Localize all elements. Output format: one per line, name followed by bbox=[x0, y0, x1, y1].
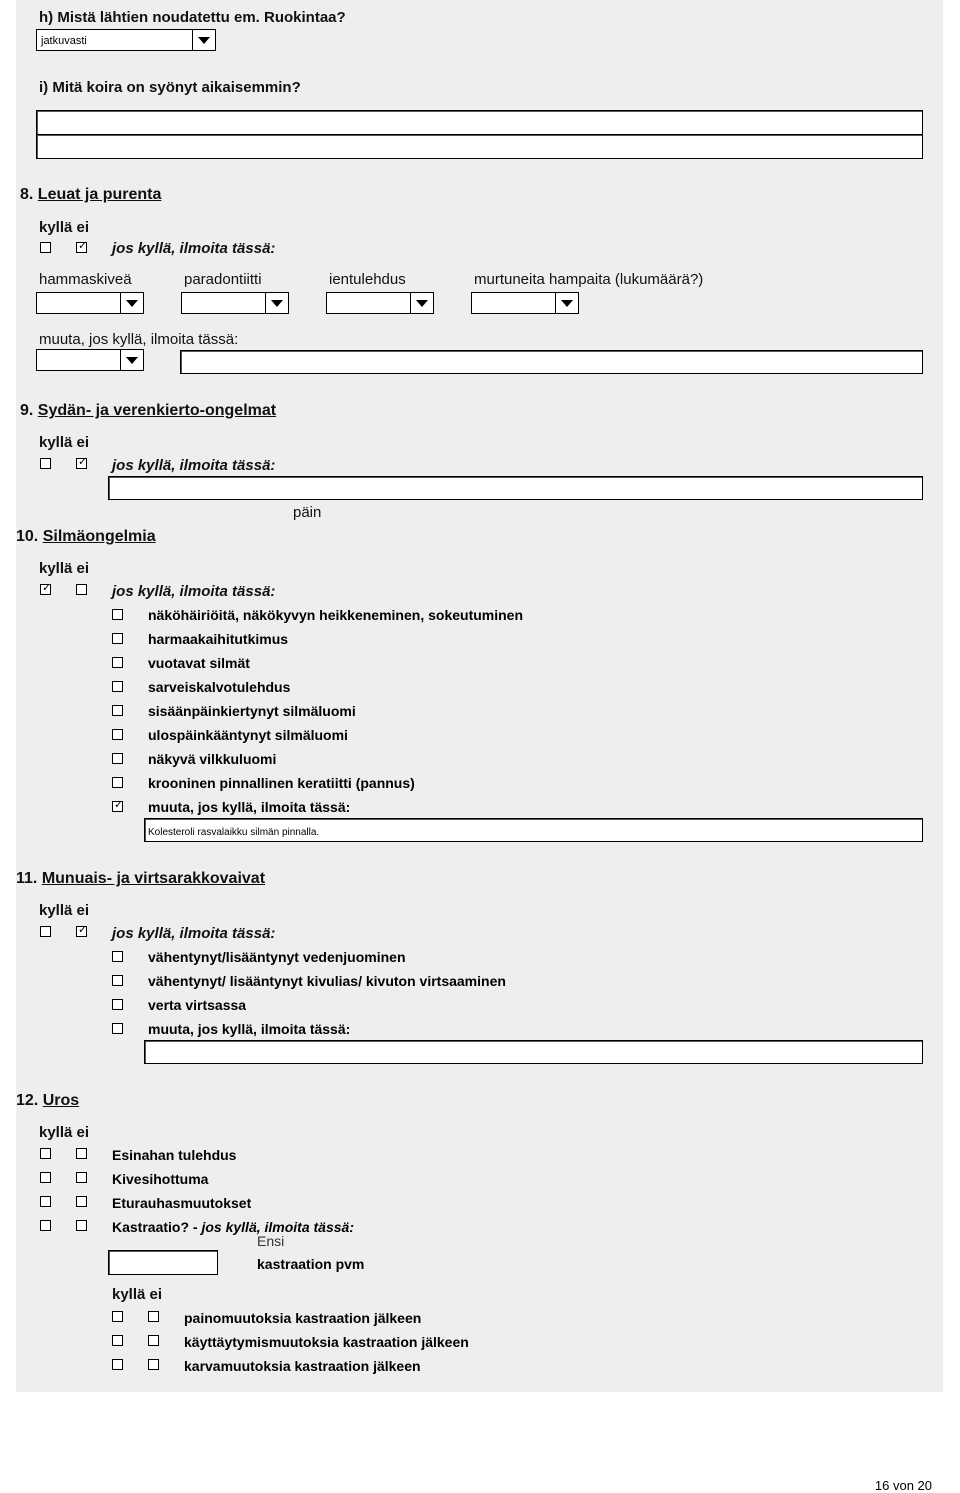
section-8-heading bbox=[20, 186, 161, 204]
s12-castration-question: Kastraatio? - bbox=[112, 1219, 198, 1235]
s12-yes-no-label: kyllä ei bbox=[39, 1124, 90, 1141]
s11-other-label: muuta, jos kyllä, ilmoita tässä: bbox=[148, 1021, 351, 1037]
chevron-down-icon bbox=[265, 293, 288, 313]
s11-no-checkbox[interactable] bbox=[76, 926, 87, 937]
s12-sub-item-label: karvamuutoksia kastraation jälkeen bbox=[184, 1358, 421, 1374]
s12-no-checkbox[interactable] bbox=[76, 1172, 87, 1183]
s12-stray-text: Ensi bbox=[257, 1233, 285, 1249]
s8-broken-teeth-select[interactable] bbox=[471, 292, 579, 314]
s12-sub-item-label: painomuutoksia kastraation jälkeen bbox=[184, 1310, 422, 1326]
s8-col-tartar: hammaskiveä bbox=[39, 271, 132, 288]
s10-item-checkbox[interactable] bbox=[112, 705, 123, 716]
section-10-title: Silmäongelmia bbox=[42, 528, 156, 545]
s11-other-field[interactable] bbox=[144, 1040, 923, 1064]
s10-other-label: muuta, jos kyllä, ilmoita tässä: bbox=[148, 799, 351, 815]
s8-periodontitis-select[interactable] bbox=[181, 292, 289, 314]
s10-yes-checkbox[interactable] bbox=[40, 584, 51, 595]
s10-other-field[interactable] bbox=[144, 818, 923, 842]
s11-item-label: vähentynyt/ lisääntynyt kivulias/ kivuton virtsaaminen bbox=[148, 973, 506, 989]
s12-sub-no-checkbox[interactable] bbox=[148, 1359, 159, 1370]
s10-item-label: näköhäiriöitä, näkökyvyn heikkeneminen, sokeutuminen bbox=[148, 607, 524, 623]
s11-item-checkbox[interactable] bbox=[112, 999, 123, 1010]
s12-item-label: Eturauhasmuutokset bbox=[112, 1195, 252, 1211]
s12-sub-no-checkbox[interactable] bbox=[148, 1335, 159, 1346]
s11-item-checkbox[interactable] bbox=[112, 975, 123, 986]
s8-yes-checkbox[interactable] bbox=[40, 242, 51, 253]
s10-other-checkbox[interactable] bbox=[112, 801, 123, 812]
s12-sub-no-checkbox[interactable] bbox=[148, 1311, 159, 1322]
s10-item-label: ulospäinkääntynyt silmäluomi bbox=[148, 727, 348, 743]
s8-if-yes-label: jos kyllä, ilmoita tässä: bbox=[112, 240, 276, 257]
section-10-heading bbox=[16, 528, 156, 546]
s11-yes-no-label: kyllä ei bbox=[39, 902, 90, 919]
s10-item-checkbox[interactable] bbox=[112, 609, 123, 620]
s10-item-label: krooninen pinnallinen keratiitti (pannus) bbox=[148, 775, 415, 791]
s10-item-checkbox[interactable] bbox=[112, 777, 123, 788]
section-11-title: Munuais- ja virtsarakkovaivat bbox=[41, 870, 266, 887]
section-9-title: Sydän- ja verenkierto-ongelmat bbox=[37, 402, 277, 419]
s8-tartar-select[interactable] bbox=[36, 292, 144, 314]
chevron-down-icon bbox=[410, 293, 433, 313]
section-12-title: Uros bbox=[42, 1092, 80, 1109]
s8-col-broken-teeth: murtuneita hampaita (lukumäärä?) bbox=[474, 271, 704, 288]
s11-if-yes-label: jos kyllä, ilmoita tässä: bbox=[112, 925, 276, 942]
chevron-down-icon bbox=[555, 293, 578, 313]
s12-item-label: Esinahan tulehdus bbox=[112, 1147, 237, 1163]
s11-other-checkbox[interactable] bbox=[112, 1023, 123, 1034]
section-11-heading bbox=[16, 870, 265, 888]
s12-sub-yes-checkbox[interactable] bbox=[112, 1359, 123, 1370]
s8-other-field[interactable] bbox=[180, 350, 923, 374]
section-8-number: 8. bbox=[20, 186, 34, 203]
feeding-since-select[interactable] bbox=[36, 29, 216, 51]
s10-item-label: harmaakaihitutkimus bbox=[148, 631, 289, 647]
s12-castration-date-field[interactable] bbox=[108, 1250, 218, 1275]
s9-if-yes-label: jos kyllä, ilmoita tässä: bbox=[112, 457, 276, 474]
s9-yes-checkbox[interactable] bbox=[40, 458, 51, 469]
s10-item-checkbox[interactable] bbox=[112, 657, 123, 668]
section-9-heading bbox=[20, 402, 276, 420]
s10-other-value: Kolesteroli rasvalaikku silmän pinnalla. bbox=[148, 827, 320, 838]
s9-yes-no-label: kyllä ei bbox=[39, 434, 90, 451]
s10-item-checkbox[interactable] bbox=[112, 753, 123, 764]
section-12-heading bbox=[16, 1092, 79, 1110]
s9-no-checkbox[interactable] bbox=[76, 458, 87, 469]
s10-item-checkbox[interactable] bbox=[112, 633, 123, 644]
s12-sub-yes-no-label: kyllä ei bbox=[112, 1286, 163, 1303]
s8-col-periodontitis: paradontiitti bbox=[184, 271, 262, 288]
s11-item-label: verta virtsassa bbox=[148, 997, 247, 1013]
question-h: h) Mistä lähtien noudatettu em. Ruokintaa? bbox=[39, 9, 346, 26]
s8-yes-no-label: kyllä ei bbox=[39, 219, 90, 236]
question-i: i) Mitä koira on syönyt aikaisemmin? bbox=[39, 79, 301, 96]
feeding-since-value: jatkuvasti bbox=[41, 35, 87, 47]
s10-item-label: sarveiskalvotulehdus bbox=[148, 679, 291, 695]
s8-no-checkbox[interactable] bbox=[76, 242, 87, 253]
section-11-number: 11. bbox=[16, 870, 38, 887]
section-9-number: 9. bbox=[20, 402, 34, 419]
section-8-title: Leuat ja purenta bbox=[37, 186, 162, 203]
section-10-number: 10. bbox=[16, 528, 39, 545]
s9-details-field[interactable] bbox=[108, 476, 923, 500]
chevron-down-icon bbox=[192, 30, 215, 50]
s11-item-label: vähentynyt/lisääntynyt vedenjuominen bbox=[148, 949, 406, 965]
s10-item-label: vuotavat silmät bbox=[148, 655, 250, 671]
s10-item-label: näkyvä vilkkuluomi bbox=[148, 751, 277, 767]
section-12-number: 12. bbox=[16, 1092, 39, 1109]
s12-no-checkbox[interactable] bbox=[76, 1196, 87, 1207]
s11-item-checkbox[interactable] bbox=[112, 951, 123, 962]
s10-no-checkbox[interactable] bbox=[76, 584, 87, 595]
chevron-down-icon bbox=[120, 293, 143, 313]
s10-item-label: sisäänpäinkiertynyt silmäluomi bbox=[148, 703, 356, 719]
previous-food-field-1[interactable] bbox=[36, 110, 923, 135]
s12-no-checkbox[interactable] bbox=[76, 1148, 87, 1159]
s12-yes-checkbox[interactable] bbox=[40, 1196, 51, 1207]
s8-other-select[interactable] bbox=[36, 349, 144, 371]
s12-no-checkbox[interactable] bbox=[76, 1220, 87, 1231]
s12-sub-yes-checkbox[interactable] bbox=[112, 1311, 123, 1322]
s12-yes-checkbox[interactable] bbox=[40, 1148, 51, 1159]
s10-item-checkbox[interactable] bbox=[112, 681, 123, 692]
previous-food-field-2[interactable] bbox=[36, 134, 923, 159]
s12-sub-yes-checkbox[interactable] bbox=[112, 1335, 123, 1346]
s10-yes-no-label: kyllä ei bbox=[39, 560, 90, 577]
s12-item-label: Kivesihottuma bbox=[112, 1171, 209, 1187]
s12-yes-checkbox[interactable] bbox=[40, 1172, 51, 1183]
s9-stray-text: päin bbox=[293, 504, 322, 521]
s12-if-yes-label: jos kyllä, ilmoita tässä: bbox=[201, 1219, 354, 1235]
s8-col-gingivitis: ientulehdus bbox=[329, 271, 406, 288]
page-number: 16 von 20 bbox=[874, 1478, 932, 1493]
chevron-down-icon bbox=[120, 350, 143, 370]
s12-castration-label bbox=[112, 1219, 354, 1235]
s12-castration-date-label: kastraation pvm bbox=[257, 1256, 365, 1272]
s10-item-checkbox[interactable] bbox=[112, 729, 123, 740]
s12-sub-item-label: käyttäytymismuutoksia kastraation jälkeen bbox=[184, 1334, 469, 1350]
s8-other-label: muuta, jos kyllä, ilmoita tässä: bbox=[39, 331, 239, 348]
s8-gingivitis-select[interactable] bbox=[326, 292, 434, 314]
s11-yes-checkbox[interactable] bbox=[40, 926, 51, 937]
s12-yes-checkbox[interactable] bbox=[40, 1220, 51, 1231]
s10-if-yes-label: jos kyllä, ilmoita tässä: bbox=[112, 583, 276, 600]
